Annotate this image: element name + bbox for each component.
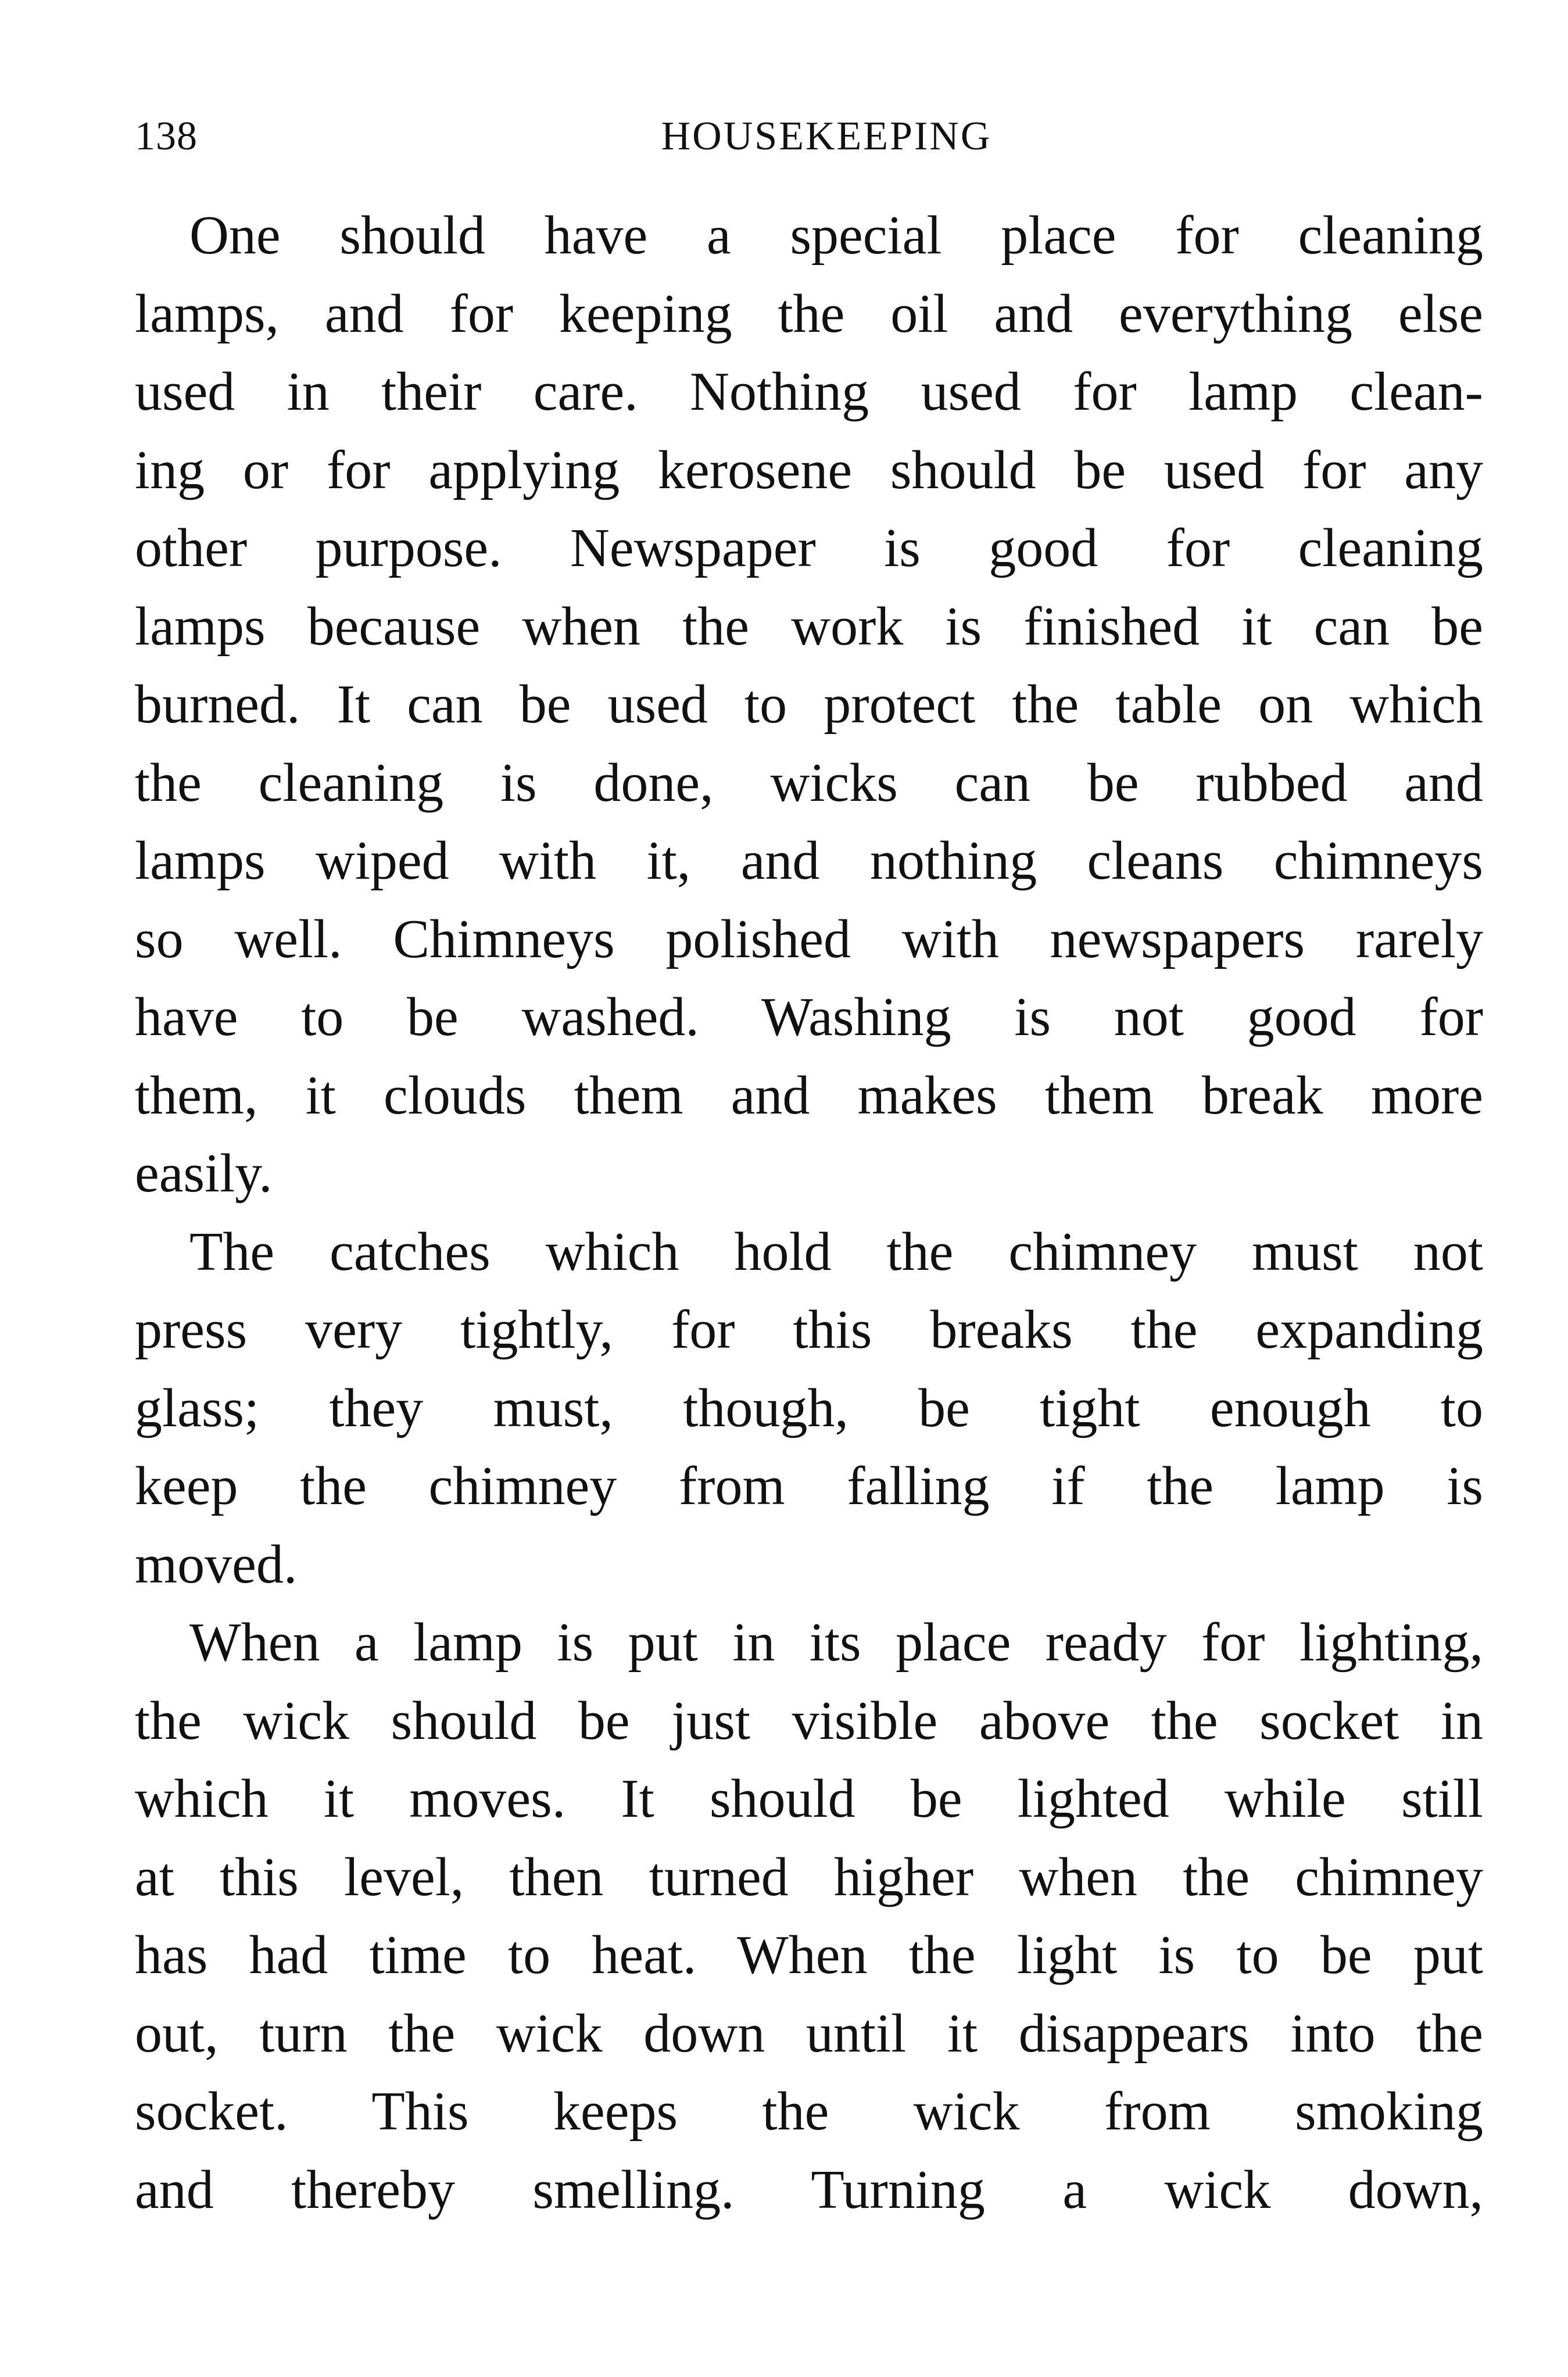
text-line: other purpose. Newspaper is good for cleaning (135, 518, 1483, 578)
text-line: One should have a special place for cleaning (189, 205, 1483, 266)
text-line: glass; they must, though, be tight enough to (135, 1377, 1483, 1438)
text-line: have to be washed. Washing is not good for (135, 987, 1483, 1047)
text-line: lamps wiped with it, and nothing cleans chimneys (135, 830, 1483, 891)
text-line: lamps, and for keeping the oil and everything else (135, 283, 1483, 344)
text-line: burned. It can be used to protect the table on which (135, 674, 1483, 735)
page-header (135, 105, 1483, 169)
paragraph-lamp-cleaning (135, 196, 1483, 1213)
text-line: socket. This keeps the wick from smoking (135, 2081, 1483, 2142)
text-line: at this level, then turned higher when the chimney (135, 1846, 1483, 1907)
text-line: them, it clouds them and makes them break more (135, 1065, 1483, 1126)
text-line: keep the chimney from falling if the lamp is (135, 1456, 1483, 1516)
text-line: the cleaning is done, wicks can be rubbed and (135, 752, 1483, 813)
text-line: the wick should be just visible above the socket in (135, 1690, 1483, 1751)
text-line: moved. (135, 1534, 298, 1595)
text-line: The catches which hold the chimney must not (189, 1221, 1483, 1282)
text-line: lamps because when the work is finished it can be (135, 596, 1483, 657)
body-text (135, 196, 1483, 2229)
text-line: and thereby smelling. Turning a wick down, (135, 2159, 1483, 2220)
text-line: out, turn the wick down until it disappears into the (135, 2003, 1483, 2064)
text-line: has had time to heat. When the light is to be put (135, 1925, 1483, 1985)
text-line: easily. (135, 1143, 273, 1204)
text-line: When a lamp is put in its place ready for lighting, (189, 1612, 1483, 1673)
paragraph-wick-lighting (135, 1603, 1483, 2229)
paragraph-chimney-catches (135, 1213, 1483, 1604)
text-line: ing or for applying kerosene should be used for any (135, 439, 1483, 500)
text-line: press very tightly, for this breaks the expanding (135, 1300, 1483, 1360)
running-head: HOUSEKEEPING (661, 114, 992, 159)
text-line: which it moves. It should be lighted while still (135, 1769, 1483, 1829)
text-line: so well. Chimneys polished with newspapers rarely (135, 908, 1483, 969)
text-line: used in their care. Nothing used for lamp clean- (135, 361, 1483, 422)
page-number: 138 (135, 114, 198, 159)
